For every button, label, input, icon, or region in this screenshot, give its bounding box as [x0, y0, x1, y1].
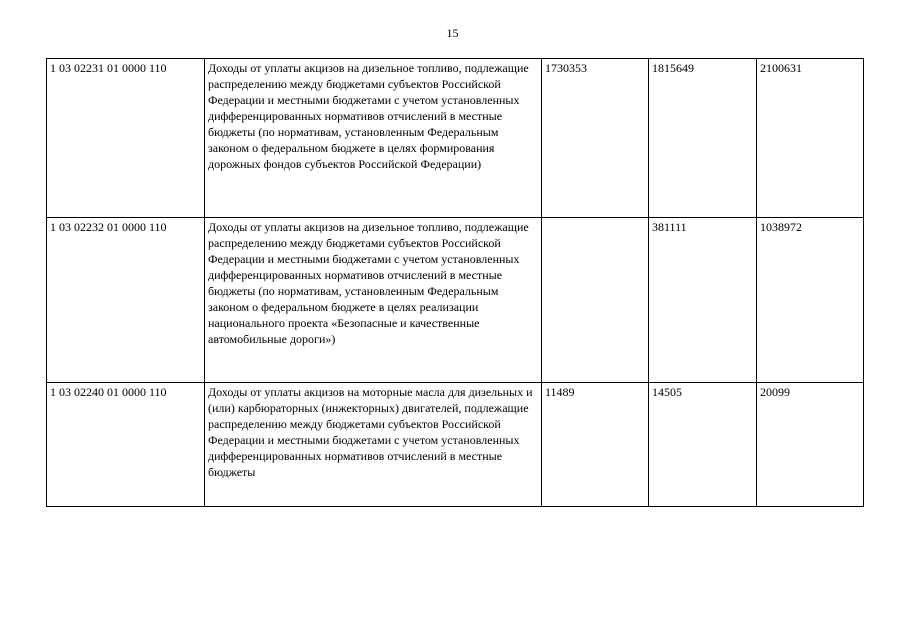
description-cell: Доходы от уплаты акцизов на дизельное топливо, подлежащие распределению между бюджетами субъектов Российской Федерации и местными бюджетами с учетом установленных дифференцированных нормативов отчислений в местные бюджеты (по нормативам, установленным Федеральным законом о федеральном бюджете в целях реализации национального проекта «Безопасные и качественные автомобильные дороги»)	[205, 218, 542, 383]
value-cell-2: 381111	[649, 218, 757, 383]
table-row	[47, 59, 864, 218]
budget-code-cell: 1 03 02232 01 0000 110	[47, 218, 205, 383]
table-row	[47, 218, 864, 383]
table-row	[47, 383, 864, 507]
value-cell-3: 2100631	[757, 59, 864, 218]
value-cell-1: 1730353	[542, 59, 649, 218]
budget-revenue-table	[46, 58, 864, 507]
value-cell-1	[542, 218, 649, 383]
description-cell: Доходы от уплаты акцизов на моторные масла для дизельных и (или) карбюраторных (инжекторных) двигателей, подлежащие распределению между бюджетами субъектов Российской Федерации и местными бюджетами с учетом установленных дифференцированных нормативов отчислений в местные бюджеты	[205, 383, 542, 507]
description-cell: Доходы от уплаты акцизов на дизельное топливо, подлежащие распределению между бюджетами субъектов Российской Федерации и местными бюджетами с учетом установленных дифференцированных нормативов отчислений в местные бюджеты (по нормативам, установленным Федеральным законом о федеральном бюджете в целях формирования дорожных фондов субъектов Российской Федерации)	[205, 59, 542, 218]
budget-code-cell: 1 03 02231 01 0000 110	[47, 59, 205, 218]
budget-code-cell: 1 03 02240 01 0000 110	[47, 383, 205, 507]
page-number: 15	[446, 26, 459, 40]
value-cell-3: 20099	[757, 383, 864, 507]
value-cell-1: 11489	[542, 383, 649, 507]
value-cell-2: 14505	[649, 383, 757, 507]
value-cell-3: 1038972	[757, 218, 864, 383]
value-cell-2: 1815649	[649, 59, 757, 218]
